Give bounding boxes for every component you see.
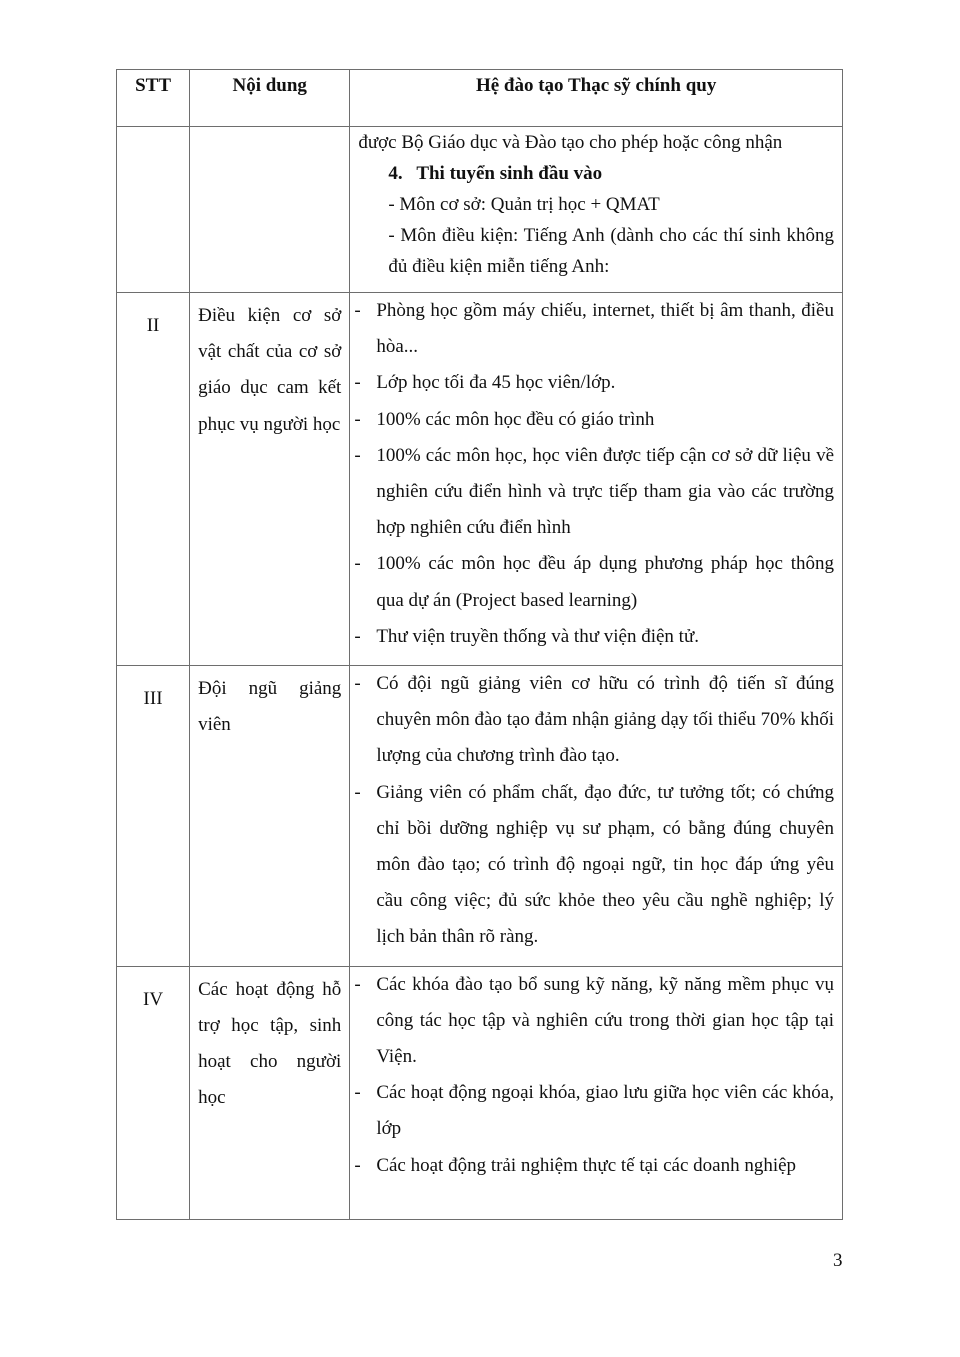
sub-item: - Môn cơ sở: Quản trị học + QMAT — [388, 194, 660, 215]
table-row — [117, 666, 843, 967]
list-item: - Các khóa đào tạo bổ sung kỹ năng, kỹ năng mềm phục vụ công tác học tập và nghiên cứu trong thời gian học tập tại Viện. — [354, 973, 834, 1068]
cell-stt — [117, 127, 190, 293]
cell-content: Các hoạt động hỗ trợ học tập, sinh hoạt cho người học — [190, 966, 350, 1219]
header-program: Hệ đào tạo Thạc sỹ chính quy — [350, 70, 843, 127]
list-item: - 100% các môn học, học viên được tiếp cận cơ sở dữ liệu về nghiên cứu điển hình và trực tiếp tham gia vào các trường hợp nghiên cứu điển hình — [354, 444, 834, 539]
list-item: - Thư viện truyền thống và thư viện điện tử. — [354, 625, 700, 647]
cell-description — [350, 966, 843, 1219]
cell-stt: II — [117, 293, 190, 666]
list-item: - Các hoạt động ngoại khóa, giao lưu giữa học viên các khóa, lớp — [354, 1082, 834, 1140]
list-item: - 100% các môn học đều có giáo trình — [354, 408, 655, 430]
list-item: - 100% các môn học đều áp dụng phương pháp học thông qua dự án (Project based learning) — [354, 553, 834, 611]
list-item: - Giảng viên có phẩm chất, đạo đức, tư tưởng tốt; có chứng chỉ bồi dưỡng nghiệp vụ sư phạm, có bằng đúng chuyên môn đào tạo; có trình độ ngoại ngữ, tin học đáp ứng yêu cầu công việc; đủ sức khỏe theo yêu cầu nghề nghiệp; lý lịch bản thân rõ ràng. — [354, 781, 834, 948]
program-table — [116, 69, 843, 1220]
list-item: - Các hoạt động trải nghiệm thực tế tại các doanh nghiệp — [354, 1154, 797, 1176]
list-item: - Phòng học gồm máy chiếu, internet, thiết bị âm thanh, điều hòa... — [354, 300, 834, 358]
header-stt: STT — [117, 70, 190, 127]
page-number: 3 — [833, 1250, 843, 1271]
list-item: - Có đội ngũ giảng viên cơ hữu có trình độ tiến sĩ đúng chuyên môn đào tạo đảm nhận giảng dạy tối thiểu 70% khối lượng của chương trình đào tạo. — [354, 673, 834, 767]
continuation-line: được Bộ Giáo dục và Đào tạo cho phép hoặc công nhận — [358, 132, 783, 153]
cell-description — [350, 127, 843, 293]
table-header-row — [117, 70, 843, 127]
table-row — [117, 966, 843, 1219]
cell-description — [350, 666, 843, 967]
cell-stt: III — [117, 666, 190, 967]
cell-stt: IV — [117, 966, 190, 1219]
cell-description — [350, 293, 843, 666]
table-row-continuation — [117, 127, 843, 293]
table-row — [117, 293, 843, 666]
section-heading: 4. Thi tuyển sinh đầu vào — [388, 163, 603, 184]
list-item: - Lớp học tối đa 45 học viên/lớp. — [354, 372, 616, 394]
cell-content: Điều kiện cơ sở vật chất của cơ sở giáo dục cam kết phục vụ người học — [190, 293, 350, 666]
sub-item: - Môn điều kiện: Tiếng Anh (dành cho các thí sinh không đủ điều kiện miễn tiếng Anh: — [388, 225, 834, 277]
cell-content — [190, 127, 350, 293]
header-content: Nội dung — [190, 70, 350, 127]
cell-content: Đội ngũ giảng viên — [190, 666, 350, 967]
